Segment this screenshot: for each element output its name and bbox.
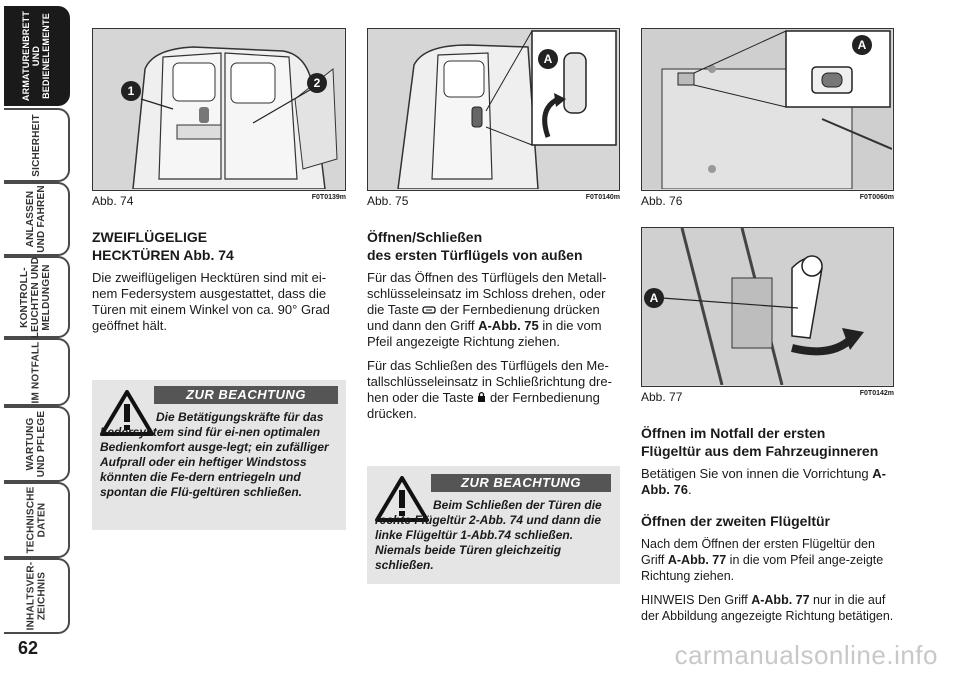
tab-label: IM NOTFALL <box>30 341 42 403</box>
tab-armaturenbrett[interactable] <box>4 6 70 106</box>
figure-image <box>367 28 620 191</box>
warning-box <box>92 380 346 530</box>
figure-reference: A-Abb. 76 <box>641 466 886 497</box>
section-heading: Öffnen der zweiten Flügeltür <box>641 513 831 529</box>
callout-a: A <box>852 35 872 55</box>
tab-wartung[interactable] <box>4 406 70 482</box>
warning-box <box>367 466 620 584</box>
tab-im-notfall[interactable] <box>4 338 70 406</box>
heading-line: des ersten Türflügels von außen <box>367 247 583 263</box>
text-run: Nach dem Öffnen der ersten Flügeltür den Griff <box>641 537 875 567</box>
tab-anlassen[interactable] <box>4 182 70 256</box>
tab-technische-daten[interactable] <box>4 482 70 558</box>
tab-label: TECHNISCHE DATEN <box>25 486 48 554</box>
text-run: der Fernbedienung drücken und dann den Griff <box>367 302 600 333</box>
heading-line: ZWEIFLÜGELIGE <box>92 229 208 245</box>
heading-line: Öffnen/Schließen <box>367 229 483 245</box>
figure-caption: Abb. 77 <box>641 390 683 404</box>
lock-icon <box>477 391 486 403</box>
callout-1: 1 <box>121 81 141 101</box>
figure-reference: A-Abb. 77 <box>751 593 810 607</box>
tab-label: SICHERHEIT <box>30 113 42 177</box>
tab-label: WARTUNG UND PFLEGE <box>25 410 48 478</box>
heading-line: Öffnen im Notfall der ersten <box>641 425 826 441</box>
callout-2: 2 <box>307 73 327 93</box>
tab-label: INHALTSVER- ZEICHNIS <box>25 561 47 631</box>
body-paragraph <box>641 536 895 584</box>
tab-kontrollleuchten[interactable] <box>4 256 70 338</box>
warning-title: ZUR BEACHTUNG <box>431 474 611 492</box>
section-heading <box>92 228 346 264</box>
warning-text: Beim Schließen der Türen die rechte Flügeltür 2-Abb. 74 und dann die linke Flügeltür 1-Abb.74 schließen. Niemals beide Türen gleichzeitig schließen. <box>375 498 602 572</box>
tab-label: ANLASSEN UND FAHREN <box>25 185 47 253</box>
figure-reference: A-Abb. 75 <box>478 318 539 333</box>
text-run: Betätigen Sie von innen die Vorrichtung <box>641 466 873 481</box>
page-number: 62 <box>18 638 39 658</box>
body-paragraph: Die zweiflügeligen Hecktüren sind mit ei-nem Federsystem ausgestattet, dass die Türen mit einem Winkel von ca. 90° Grad geöffnet hält. <box>92 270 330 333</box>
text-run: Für das Schließen des Türflügels den Me-tallschlüsseleinsatz in Schließrichtung dre-hen oder die Taste <box>367 358 612 405</box>
door-handle-illustration <box>368 29 618 189</box>
callout-a: A <box>644 288 664 308</box>
figure-caption: Abb. 74 <box>92 194 134 208</box>
column-3 <box>641 424 895 632</box>
text-run: der Fernbedienung drücken. <box>367 390 600 421</box>
second-door-handle-illustration <box>642 228 892 385</box>
figure-image <box>641 28 894 191</box>
tab-label: ARMATURENBRETT UND BEDIENELEMENTE <box>21 10 51 102</box>
column-1 <box>92 228 346 342</box>
body-paragraph <box>367 270 621 350</box>
figure-caption: Abb. 75 <box>367 194 409 208</box>
text-run: in die vom Pfeil angezeigte Richtung ziehen. <box>367 318 602 349</box>
body-paragraph <box>641 592 895 624</box>
column-2 <box>367 228 621 430</box>
body-paragraph <box>367 358 621 422</box>
text-run: nur in die auf der Abbildung angezeigte Richtung betätigen. <box>641 593 894 623</box>
heading-line: HECKTÜREN Abb. 74 <box>92 247 234 263</box>
figure-image <box>641 227 894 387</box>
figure-reference: A-Abb. 77 <box>667 553 727 567</box>
figure-code: F0T0139m <box>311 194 346 201</box>
warning-title: ZUR BEACHTUNG <box>154 386 338 404</box>
figure-image <box>92 28 346 191</box>
tab-sicherheit[interactable] <box>4 108 70 182</box>
tab-inhaltsverzeichnis[interactable] <box>4 558 70 634</box>
tab-label: KONTROLL- LEUCHTEN UND MELDUNGEN <box>19 256 53 338</box>
heading-line: Flügeltür aus dem Fahrzeuginneren <box>641 443 879 459</box>
figure-code: F0T0142m <box>859 390 894 397</box>
warning-text: Die Betätigungskräfte für das Federsystem sind für ei-nen optimalen Bedienkomfort ausge-legt; ein zufälliger Aufprall oder ein heftiger Windstoss könnten die Fe-dern entriegeln und spontan die Flü-geltüren schließen. <box>100 410 329 499</box>
figure-code: F0T0060m <box>859 194 894 201</box>
unlock-key-icon <box>422 305 436 315</box>
text-run: Für das Öffnen des Türflügels den Metall-schlüsseleinsatz im Schloss drehen, oder die Taste <box>367 270 607 317</box>
section-heading <box>641 424 895 460</box>
interior-release-illustration <box>642 29 892 189</box>
figure-77 <box>641 227 894 407</box>
text-run: in die vom Pfeil ange-zeigte Richtung ziehen. <box>641 553 884 583</box>
text-run: HINWEIS Den Griff <box>641 593 752 607</box>
watermark: carmanualsonline.info <box>674 640 938 670</box>
figure-caption: Abb. 76 <box>641 194 683 208</box>
figure-code: F0T0140m <box>585 194 620 201</box>
body-paragraph <box>641 466 895 498</box>
section-heading <box>367 228 621 264</box>
figure-76 <box>641 28 894 212</box>
van-rear-illustration <box>93 29 344 189</box>
text-run: . <box>687 482 692 497</box>
callout-a: A <box>538 49 558 69</box>
chapter-sidebar <box>0 0 78 678</box>
figure-75 <box>367 28 620 212</box>
figure-74 <box>92 28 346 212</box>
